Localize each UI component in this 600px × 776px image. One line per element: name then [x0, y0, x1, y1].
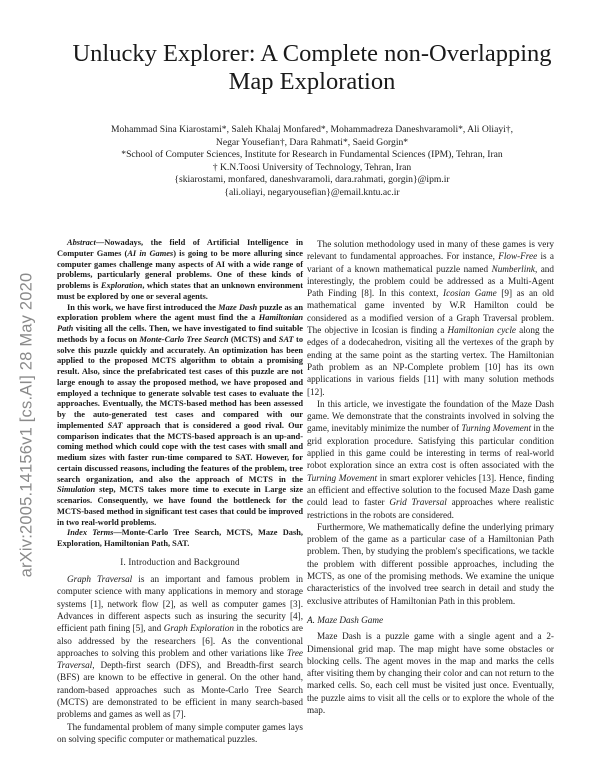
right-p4: Maze Dash is a puzzle game with a single agent and a 2-Dimensional grid map. The map might have some obstacles or blocking cells. The agent moves in the map and marks the cells after visiting them by changing their color and can not return to the marked cells. So, each cell must be visited just once. Eventually, the puzzle aims to visit all the cells or to explore the whole of the map.	[307, 631, 554, 715]
abstract-p2: In this work, we have first introduced the Maze Dash puzzle as an exploration problem where the agent must find the a Hamiltonian Path visiting all the cells. Then, we have investigated to find suitable methods by a focus on Monte-Carlo Tree Search (MCTS) and SAT to solve this puzzle quickly and accurately. An optimization has been applied to the proposed MCTS algorithm to obtain a promising result. Also, since the prefabricated test cases of this puzzle are not large enough to assay the proposed method, we have proposed and employed a technique to generate solvable test cases to evaluate the approaches. Eventually, the MCTS-based method has been assessed by the auto-generated test cases and compared with our implemented SAT approach that is considered a good rival. Our comparison indicates that the MCTS-based approach is an up-and-coming method which could cope with the test cases with small and medium sizes with faster run-time compared to SAT. However, for certain discussed reasons, including the features of the problem, tree search organization, and also the approach of MCTS in the Simulation step, MCTS takes more time to execute in Large size scenarios. Consequently, we have found the bottleneck for the MCTS-based method in significant test cases that could be improved in two real-world problems.	[57, 302, 304, 527]
affiliation-kntu: † K.N.Toosi University of Technology, Tehran, Iran	[212, 161, 412, 173]
right-column	[307, 238, 554, 716]
right-p1: The solution methodology used in many of these games is very relevant to fundamental approaches. For instance, Flow-Free is a variant of a known mathematical puzzle named Numberlink, and interestingly, the problem could be addressed as a Multi-Agent Path Finding [8]. In this context, Icosian Game [9] as an old mathematical game invented by W.R Hamilton could be considered as a modified version of a Graph Traversal problem. The objective in Icosian is finding a Hamiltonian cycle along the edges of a dodecahedron, visiting all the vertexes of the graph by ending at the same point as the starting vertex. The Hamiltonian Path problem as an NP-Complete problem [10] has its own applications in various fields [11] with many solution methods [12].	[307, 239, 555, 397]
abstract-p1: Abstract—Nowadays, the field of Artificial Intelligence in Computer Games (AI in Games) is going to be more alluring since computer games challenge many aspects of AI with a wide range of problems, particularly general problems. One of these kinds of problems is Exploration, which states that an unknown environment must be explored by one or several agents.	[57, 238, 304, 301]
email-ipm: {skiarostami, monfared, daneshvaramoli, dara.rahmati, gorgin}@ipm.ir	[174, 174, 450, 186]
subsection-heading-maze-dash: A. Maze Dash Game	[307, 614, 384, 625]
author-block	[50, 124, 574, 200]
left-column	[57, 238, 303, 745]
arxiv-watermark	[14, 190, 40, 660]
intro-p2: The fundamental problem of many simple computer games lays on solving specific computer or mathematical puzzles.	[57, 721, 303, 744]
arxiv-id: arXiv:2005.14156v1 [cs.AI] 28 May 2020	[17, 272, 36, 578]
right-p3: Furthermore, We mathematically define the underlying primary problem of the game as a particular case of a Hamiltonian Path problem. Then, by studying the problem's specifications, we tackle the problem with different possible approaches, including the MCTS, as one of the promising methods. We examine the unique characteristics of the involved tree search in detail and study the exclusive attributes of Hamiltonian Path in this problem.	[307, 521, 554, 606]
intro-p1: Graph Traversal is an important and famous problem in computer science with many applications in memory and storage systems [1], network flow [2], as well as computer games [3]. Advances in different aspects such as insuring the security [4], efficient path fining [5], and Graph Exploration in the robotics are also addressed by the researchers [6]. As the conventional approaches to solving this problem and other variations like Tree Traversal, Depth-first search (DFS), and Breadth-first search (BFS) are known to be effective in general. On the other hand, random-based approaches such as Monte-Carlo Tree Search (MCTS) are demonstrated to be efficient in many search-based problems and games as well as [7].	[57, 574, 303, 720]
affiliation-ipm: *School of Computer Sciences, Institute for Research in Fundamental Sciences (IPM), Tehran, Iran	[121, 149, 503, 161]
author-names-2: Negar Yousefian†, Dara Rahmati*, Saeid Gorgin*	[215, 136, 409, 148]
section-heading-intro: I. Introduction and Background	[120, 556, 240, 567]
right-p2: In this article, we investigate the foundation of the Maze Dash game. We demonstrate that the constraints involved in solving the game, inevitably minimize the number of Turning Movement in the grid exploration procedure. Satisfying this particular condition applied in this game could be interesting in terms of real-world robot exploration since an extra cost is often associated with the Turning Movement in smart explorer vehicles [13]. Hence, finding an efficient and effective solution to the focused Maze Dash game could lead to faster Grid Traversal approaches where realistic restrictions in the robots are considered.	[307, 398, 555, 520]
author-names: Mohammad Sina Kiarostami*, Saleh Khalaj Monfared*, Mohammadreza Daneshvaramoli*, Ali Oliayi†,	[110, 124, 514, 135]
email-kntu: {ali.oliayi, negaryousefian}@email.kntu.ac.ir	[224, 186, 400, 198]
paper-title: Unlucky Explorer: A Complete non-Overlapping Map Exploration	[72, 40, 552, 95]
index-terms: Index Terms—Monte-Carlo Tree Search, MCTS, Maze Dash, Exploration, Hamiltonian Path, SAT.	[57, 528, 303, 548]
